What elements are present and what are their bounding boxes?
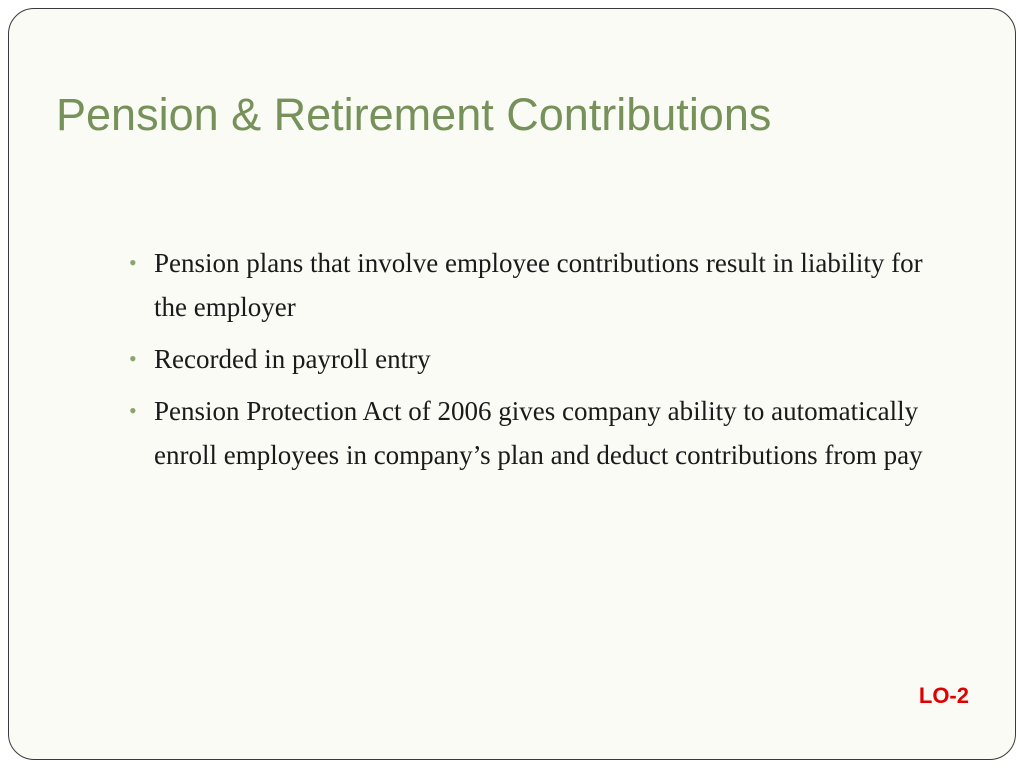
learning-objective-tag: LO-2 — [918, 683, 969, 708]
bullet-text: Recorded in payroll entry — [154, 344, 431, 374]
bullet-text: Pension Protection Act of 2006 gives company ability to automatically enroll employees in company’s plan and deduct contributions from pay — [154, 396, 923, 470]
bullet-list — [120, 241, 960, 485]
bullet-text: Pension plans that involve employee contributions result in liability for the employer — [154, 248, 923, 322]
bullet-item — [120, 241, 960, 329]
bullet-item — [120, 389, 960, 477]
slide-title: Pension & Retirement Contributions — [56, 89, 772, 140]
bullet-item — [120, 337, 960, 381]
bullet-icon: • — [129, 398, 137, 423]
slide — [8, 8, 1016, 760]
bullet-icon: • — [129, 250, 137, 275]
bullet-icon: • — [129, 346, 137, 371]
